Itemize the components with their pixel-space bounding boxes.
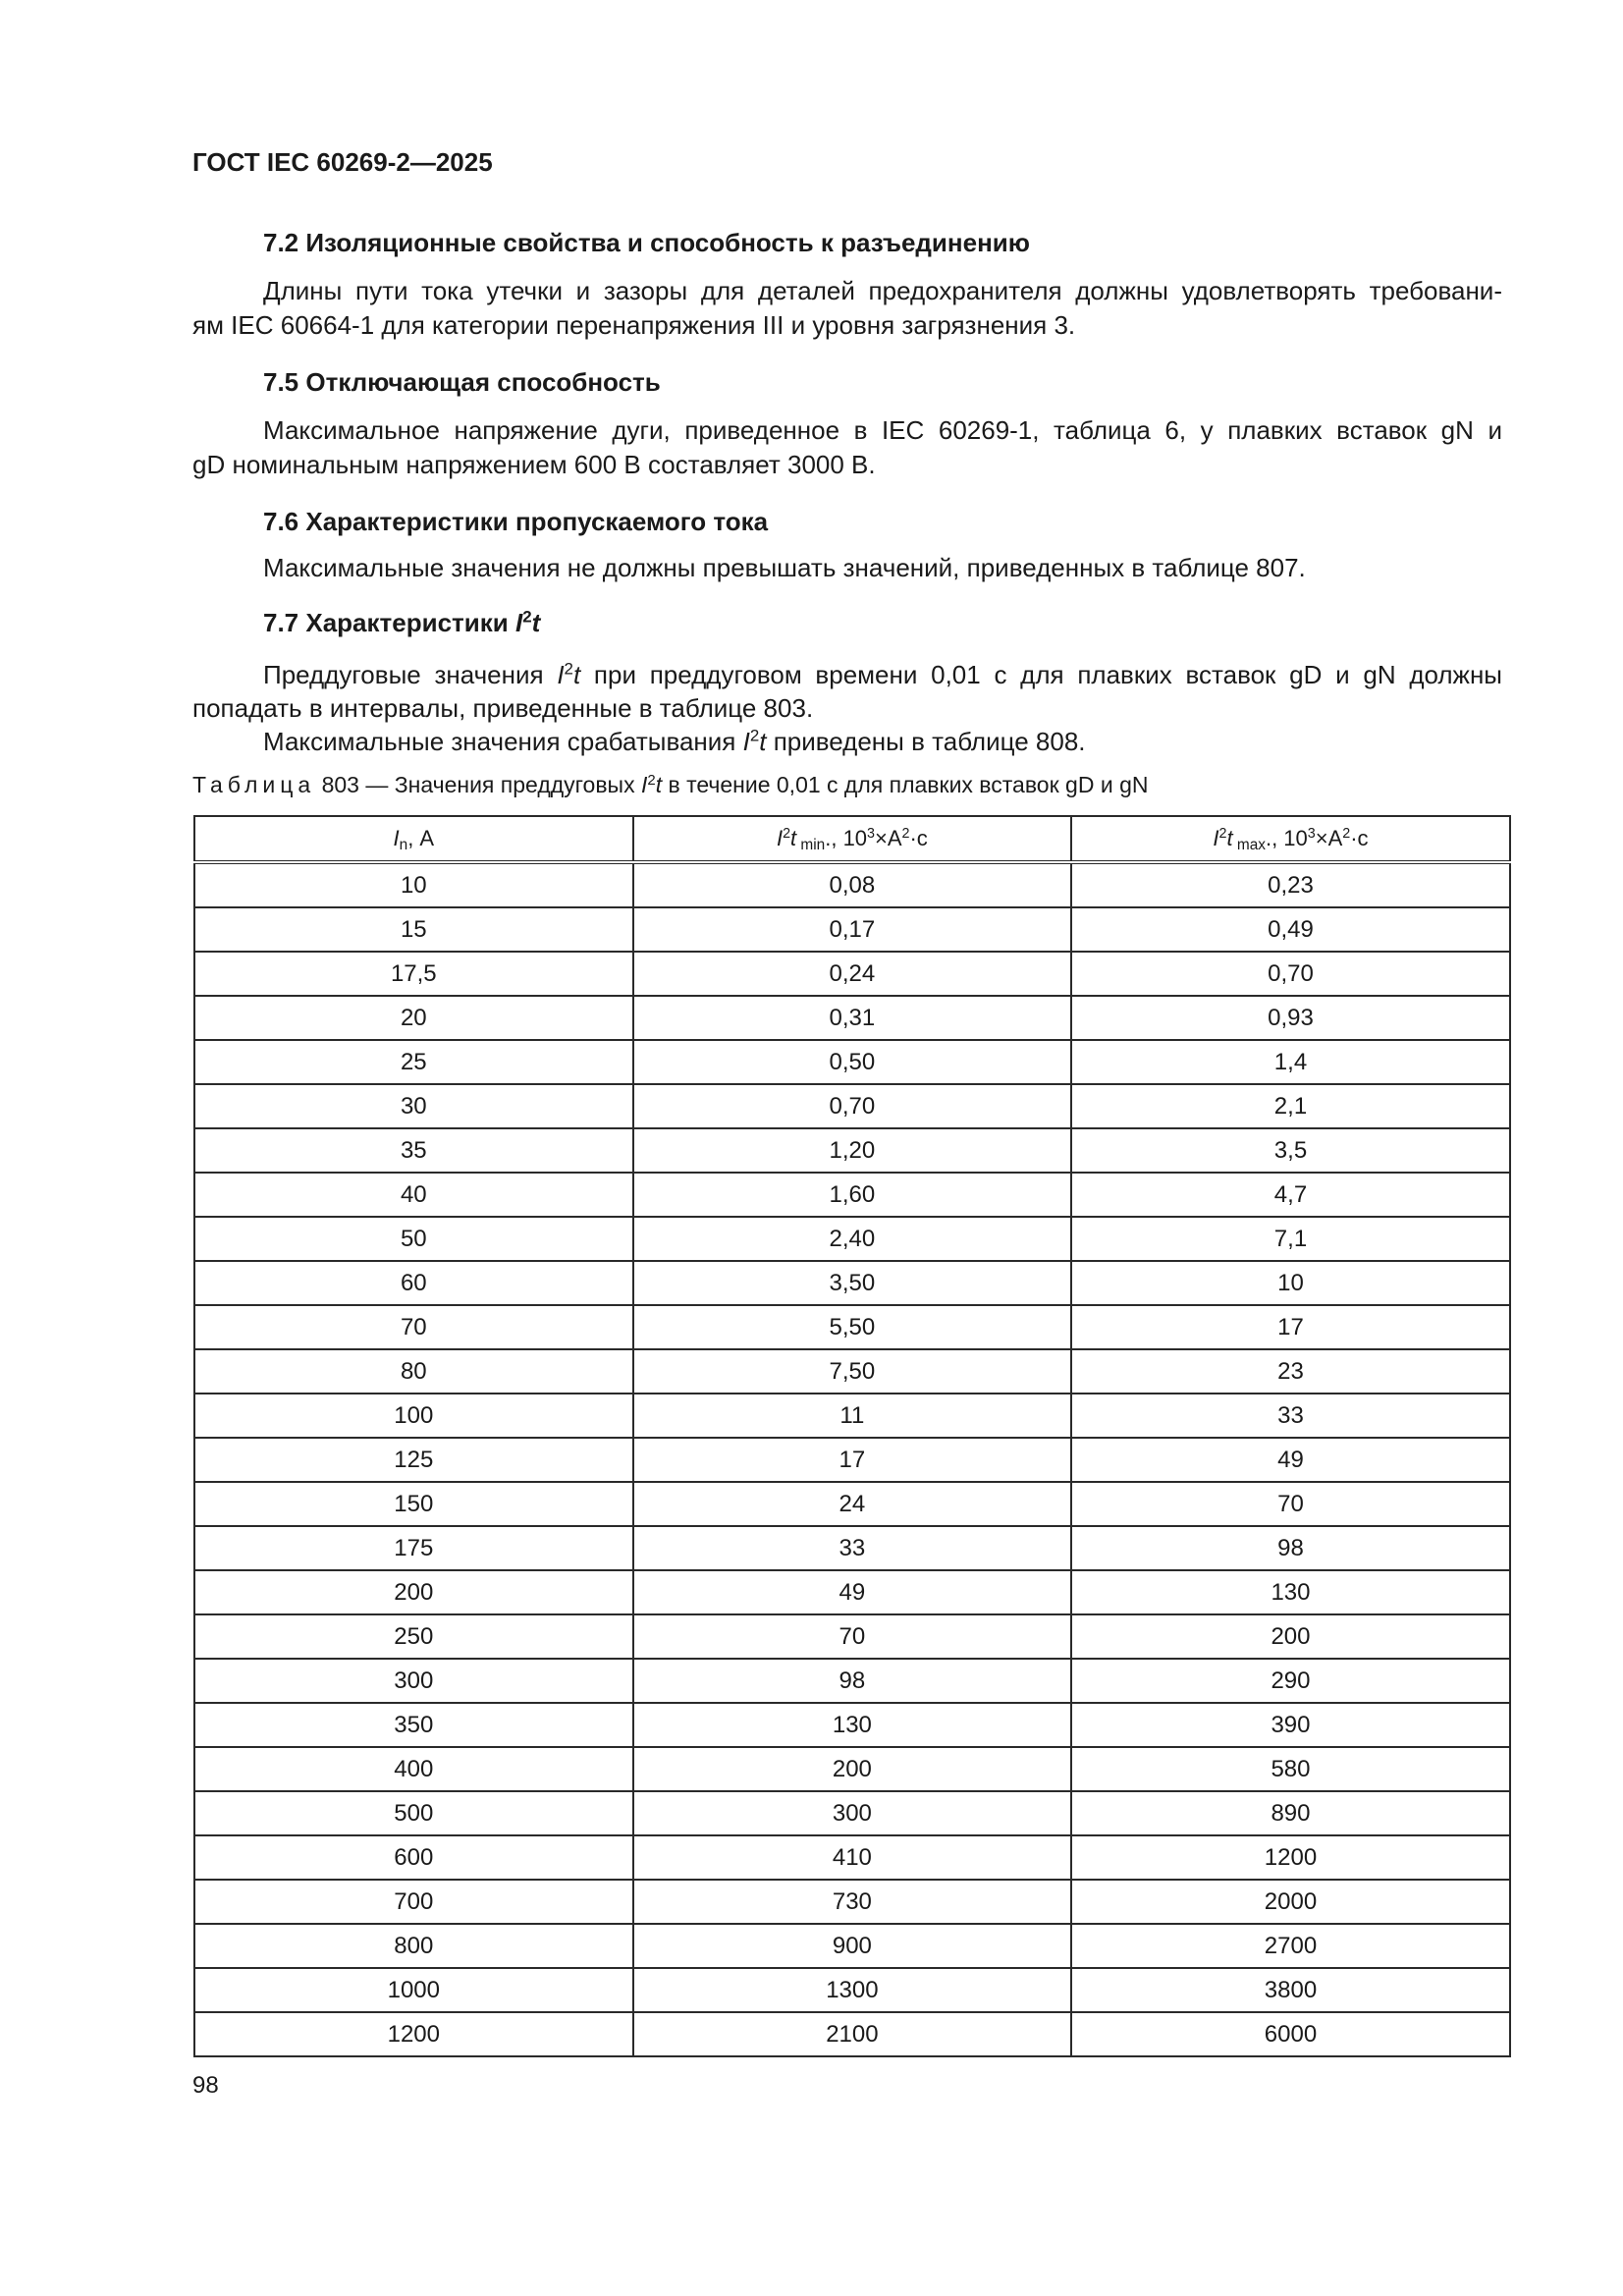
cell-i2t-max: 2700 <box>1071 1924 1510 1968</box>
cell-rated-current: 200 <box>194 1570 633 1614</box>
section-7-2-line-2: ям IEC 60664-1 для категории перенапряжения III и уровня загрязнения 3. <box>192 310 1076 340</box>
table-row <box>194 952 1510 996</box>
cell-i2t-max: 2000 <box>1071 1880 1510 1924</box>
cell-i2t-min: 730 <box>633 1880 1072 1924</box>
cell-i2t-max: 4,7 <box>1071 1173 1510 1217</box>
cell-rated-current: 300 <box>194 1659 633 1703</box>
standard-header: ГОСТ IEC 60269-2—2025 <box>192 147 493 177</box>
cell-i2t-min: 1,20 <box>633 1128 1072 1173</box>
cell-i2t-min: 24 <box>633 1482 1072 1526</box>
cell-i2t-min: 1300 <box>633 1968 1072 2012</box>
page-number: 98 <box>192 2072 219 2099</box>
section-7-6-line-1: Максимальные значения не должны превышать значений, приведенных в таблице 807. <box>263 553 1306 582</box>
header-i2t-min: $I^2t$ $_{min}$., $10^3\times А^2\cdot с$ <box>633 816 1072 862</box>
cell-rated-current: 80 <box>194 1349 633 1394</box>
section-7-7-line-1: Преддуговые значения $I^2t$ при преддуговом времени 0,01 с для плавких вставок gD и gN должны <box>263 659 1502 689</box>
cell-i2t-max: 200 <box>1071 1614 1510 1659</box>
cell-i2t-min: 5,50 <box>633 1305 1072 1349</box>
section-7-7-heading: 7.7 Характеристики $I^2t$ <box>263 607 541 637</box>
cell-i2t-min: 7,50 <box>633 1349 1072 1394</box>
table-row <box>194 1349 1510 1394</box>
table-row <box>194 1968 1510 2012</box>
cell-rated-current: 60 <box>194 1261 633 1305</box>
table-row <box>194 1835 1510 1880</box>
table-row <box>194 862 1510 907</box>
cell-i2t-max: 1200 <box>1071 1835 1510 1880</box>
section-7-5-line-1: Максимальное напряжение дуги, приведенное в IEC 60269-1, таблица 6, у плавких вставок gN и <box>263 415 1502 445</box>
cell-rated-current: 25 <box>194 1040 633 1084</box>
cell-i2t-max: 390 <box>1071 1703 1510 1747</box>
cell-i2t-max: 70 <box>1071 1482 1510 1526</box>
prearcing-i2t-table <box>193 815 1511 2057</box>
section-7-5-heading: 7.5 Отключающая способность <box>263 367 661 397</box>
table-row <box>194 1703 1510 1747</box>
cell-i2t-min: 49 <box>633 1570 1072 1614</box>
cell-i2t-max: 0,70 <box>1071 952 1510 996</box>
cell-rated-current: 125 <box>194 1438 633 1482</box>
cell-i2t-min: 3,50 <box>633 1261 1072 1305</box>
header-i2t-max: $I^2t$ $_{max}$., $10^3\times А^2\cdot с$ <box>1071 816 1510 862</box>
cell-rated-current: 1200 <box>194 2012 633 2056</box>
cell-i2t-min: 0,50 <box>633 1040 1072 1084</box>
table-row <box>194 996 1510 1040</box>
cell-i2t-min: 2,40 <box>633 1217 1072 1261</box>
cell-rated-current: 30 <box>194 1084 633 1128</box>
table-row <box>194 1394 1510 1438</box>
cell-rated-current: 250 <box>194 1614 633 1659</box>
table-row <box>194 1305 1510 1349</box>
cell-i2t-max: 10 <box>1071 1261 1510 1305</box>
cell-rated-current: 40 <box>194 1173 633 1217</box>
table-caption: Таблица 803 — Значения преддуговых $I^2t$ в течение 0,01 с для плавких вставок gD и gN <box>192 771 1149 797</box>
cell-rated-current: 10 <box>194 862 633 907</box>
table-row <box>194 1482 1510 1526</box>
header-rated-current: $I_n$, А <box>194 816 633 862</box>
table-row <box>194 1880 1510 1924</box>
cell-rated-current: 100 <box>194 1394 633 1438</box>
cell-i2t-min: 11 <box>633 1394 1072 1438</box>
section-7-5-line-2: gD номинальным напряжением 600 В составляет 3000 В. <box>192 450 876 479</box>
cell-i2t-max: 6000 <box>1071 2012 1510 2056</box>
cell-i2t-min: 98 <box>633 1659 1072 1703</box>
cell-rated-current: 17,5 <box>194 952 633 996</box>
cell-i2t-max: 98 <box>1071 1526 1510 1570</box>
cell-i2t-max: 1,4 <box>1071 1040 1510 1084</box>
cell-i2t-max: 49 <box>1071 1438 1510 1482</box>
cell-i2t-max: 0,23 <box>1071 862 1510 907</box>
cell-rated-current: 500 <box>194 1791 633 1835</box>
cell-i2t-min: 200 <box>633 1747 1072 1791</box>
cell-rated-current: 50 <box>194 1217 633 1261</box>
cell-i2t-max: 17 <box>1071 1305 1510 1349</box>
table-row <box>194 907 1510 952</box>
cell-i2t-min: 130 <box>633 1703 1072 1747</box>
table-row <box>194 1570 1510 1614</box>
table-row <box>194 1128 1510 1173</box>
cell-i2t-min: 300 <box>633 1791 1072 1835</box>
cell-i2t-max: 890 <box>1071 1791 1510 1835</box>
section-7-2-line-1: Длины пути тока утечки и зазоры для деталей предохранителя должны удовлетворять требовани- <box>263 276 1502 305</box>
section-7-6-heading: 7.6 Характеристики пропускаемого тока <box>263 507 769 536</box>
cell-i2t-max: 33 <box>1071 1394 1510 1438</box>
cell-i2t-max: 7,1 <box>1071 1217 1510 1261</box>
table-row <box>194 1173 1510 1217</box>
cell-i2t-min: 410 <box>633 1835 1072 1880</box>
cell-i2t-max: 2,1 <box>1071 1084 1510 1128</box>
cell-rated-current: 350 <box>194 1703 633 1747</box>
section-7-7-line-2: попадать в интервалы, приведенные в таблице 803. <box>192 693 814 723</box>
table-header-row <box>194 816 1510 862</box>
cell-i2t-min: 0,31 <box>633 996 1072 1040</box>
cell-rated-current: 1000 <box>194 1968 633 2012</box>
section-7-2-heading: 7.2 Изоляционные свойства и способность к разъединению <box>263 228 1030 257</box>
cell-rated-current: 35 <box>194 1128 633 1173</box>
table-row <box>194 1791 1510 1835</box>
cell-rated-current: 700 <box>194 1880 633 1924</box>
cell-i2t-min: 33 <box>633 1526 1072 1570</box>
cell-i2t-min: 900 <box>633 1924 1072 1968</box>
cell-i2t-min: 17 <box>633 1438 1072 1482</box>
cell-i2t-max: 290 <box>1071 1659 1510 1703</box>
cell-rated-current: 20 <box>194 996 633 1040</box>
table-row <box>194 1659 1510 1703</box>
table-row <box>194 1747 1510 1791</box>
cell-i2t-min: 0,08 <box>633 862 1072 907</box>
cell-rated-current: 150 <box>194 1482 633 1526</box>
cell-rated-current: 15 <box>194 907 633 952</box>
cell-i2t-min: 1,60 <box>633 1173 1072 1217</box>
cell-i2t-min: 70 <box>633 1614 1072 1659</box>
cell-rated-current: 800 <box>194 1924 633 1968</box>
cell-i2t-max: 3,5 <box>1071 1128 1510 1173</box>
cell-i2t-min: 0,24 <box>633 952 1072 996</box>
table-row <box>194 1084 1510 1128</box>
cell-i2t-max: 580 <box>1071 1747 1510 1791</box>
table-row <box>194 1526 1510 1570</box>
table-row <box>194 1261 1510 1305</box>
table-row <box>194 1438 1510 1482</box>
cell-i2t-min: 0,17 <box>633 907 1072 952</box>
cell-i2t-max: 130 <box>1071 1570 1510 1614</box>
table-row <box>194 1924 1510 1968</box>
table-row <box>194 1040 1510 1084</box>
table-row <box>194 1614 1510 1659</box>
cell-i2t-min: 2100 <box>633 2012 1072 2056</box>
cell-i2t-min: 0,70 <box>633 1084 1072 1128</box>
cell-rated-current: 70 <box>194 1305 633 1349</box>
table-body <box>194 862 1510 2056</box>
cell-rated-current: 175 <box>194 1526 633 1570</box>
cell-i2t-max: 23 <box>1071 1349 1510 1394</box>
table-row <box>194 1217 1510 1261</box>
cell-i2t-max: 0,93 <box>1071 996 1510 1040</box>
cell-i2t-max: 3800 <box>1071 1968 1510 2012</box>
section-7-7-line-3: Максимальные значения срабатывания $I^2t$ приведены в таблице 808. <box>263 726 1086 756</box>
cell-rated-current: 600 <box>194 1835 633 1880</box>
cell-i2t-max: 0,49 <box>1071 907 1510 952</box>
table-row <box>194 2012 1510 2056</box>
cell-rated-current: 400 <box>194 1747 633 1791</box>
